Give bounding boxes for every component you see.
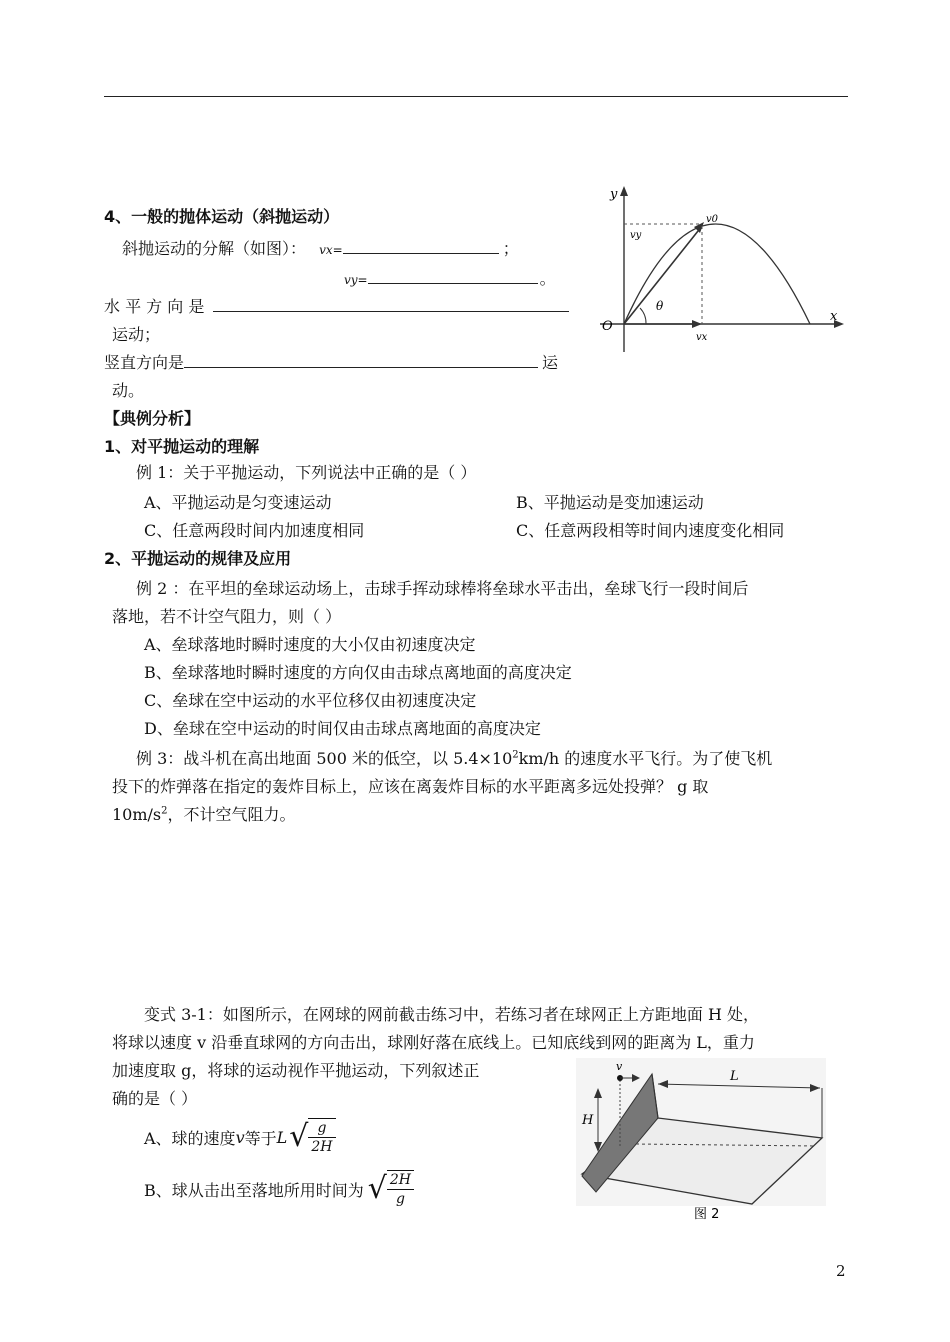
variant-line1: 变式 3-1：如图所示，在网球的网前截击练习中，若练习者在球网正上方距地面 H 处， [144,1005,759,1024]
header-rule [104,96,848,97]
page-number: 2 [836,1262,846,1280]
vy-line [344,266,556,289]
vx-end: ； [502,239,519,258]
example1-option-d: C、任意两段相等时间内速度变化相同 [516,521,785,540]
option-b-numerator: 2H [387,1171,414,1190]
theta-label: θ [656,299,664,313]
vx-blank[interactable] [343,239,499,254]
vy-blank[interactable] [368,269,538,284]
example1-option-b: B、平抛运动是变加速运动 [516,493,704,512]
projectile-figure [594,184,848,356]
vertical-suffix-2: 动。 [112,381,145,400]
theta-arc [640,308,646,324]
x-axis-label: x [830,309,838,324]
y-axis-label: y [610,187,618,202]
decomposition-line [122,236,519,259]
vertical-line [104,350,558,373]
option-a-var: v [235,1127,245,1147]
vy-fig-label: vy [630,230,642,241]
example3-line1 [136,746,772,769]
section4-title: 4、一般的抛体运动（斜抛运动） [104,207,340,226]
horizontal-suffix: 运动； [112,325,161,344]
vx-arrowhead [692,320,702,328]
examples-header: 【典例分析】 [104,409,201,428]
option-a-numerator: g [308,1119,335,1138]
option-b-text: B、球从击出至落地所用时间为 [144,1180,364,1200]
tennis-figure [576,1058,826,1220]
variant-line3: 加速度取 g，将球的运动视作平抛运动，下列叙述正 [112,1061,480,1080]
option-b-denominator: g [395,1191,405,1207]
variant-option-b [144,1170,414,1208]
option-b-fraction [387,1170,414,1208]
example3-line3-a: 10m/s [112,805,162,824]
vertical-suffix: 运 [542,353,559,372]
example2-option-b: B、垒球落地时瞬时速度的方向仅由击球点离地面的高度决定 [144,663,572,682]
example3-line2: 投下的炸弹落在指定的轰炸目标上，应该在离轰炸目标的水平距离多远处投弹？ g 取 [112,777,709,796]
example2-line2: 落地，若不计空气阻力，则（ ） [112,607,342,626]
variant-option-a [144,1118,336,1156]
example2-option-a: A、垒球落地时瞬时速度的大小仅由初速度决定 [144,635,476,654]
decomposition-label: 斜抛运动的分解（如图）： [122,239,307,258]
v-label: v [616,1060,623,1073]
example1-option-a: A、平抛运动是匀变速运动 [144,493,332,512]
option-a-denominator: 2H [311,1139,333,1155]
L-label: L [730,1069,739,1084]
trajectory-curve [624,224,810,324]
example3-line1-b: km/h 的速度水平飞行。为了使飞机 [518,749,773,768]
example3-line3-sup: 2 [161,805,168,817]
sqrt-sign-b: √ [367,1171,387,1206]
v0-label: v0 [706,214,719,225]
variant-line2: 将球以速度 v 沿垂直球网的方向击出，球刚好落在底线上。已知底线到网的距离为 L，重力 [112,1033,755,1052]
example2-line1: 例 2 ：在平坦的垒球运动场上，击球手挥动球棒将垒球水平击出，垒球飞行一段时间后 [136,579,749,598]
example1-option-c: C、任意两段时间内加速度相同 [144,521,365,540]
topic1-title: 1、对平抛运动的理解 [104,437,260,456]
variant-line4: 确的是（ ） [112,1089,198,1108]
vertical-prefix: 竖直方向是 [104,353,185,372]
H-label: H [582,1113,594,1128]
horizontal-prefix: 水 平 方 向 是 [104,297,205,316]
vx-label: vx= [319,243,343,257]
example1-question: 例 1：关于平抛运动，下列说法中正确的是（ ） [136,463,477,482]
horizontal-line [104,294,569,317]
y-axis-arrow [620,186,628,196]
option-a-L: L [276,1127,288,1147]
option-a-mid: 等于 [244,1128,277,1148]
example2-option-c: C、垒球在空中运动的水平位移仅由初速度决定 [144,691,477,710]
vx-fig-label: vx [696,332,708,343]
vertical-blank[interactable] [184,353,538,368]
horizontal-blank[interactable] [213,297,569,312]
figure2-caption: 图 2 [694,1207,720,1220]
example3-line1-a: 例 3：战斗机在高出地面 500 米的低空，以 5.4×10 [136,749,513,768]
vy-label: vy= [344,273,368,287]
example3-line3 [112,802,296,825]
topic2-title: 2、平抛运动的规律及应用 [104,549,292,568]
example3-sup: 2 [512,749,519,761]
option-a-text: A、球的速度 [144,1128,236,1148]
option-a-fraction [308,1118,335,1156]
vy-end: 。 [539,269,556,288]
origin-label: O [602,319,613,334]
example3-line3-b: ，不计空气阻力。 [167,805,296,824]
example2-option-d: D、垒球在空中运动的时间仅由击球点离地面的高度决定 [144,719,541,738]
sqrt-sign-a: √ [289,1119,309,1154]
